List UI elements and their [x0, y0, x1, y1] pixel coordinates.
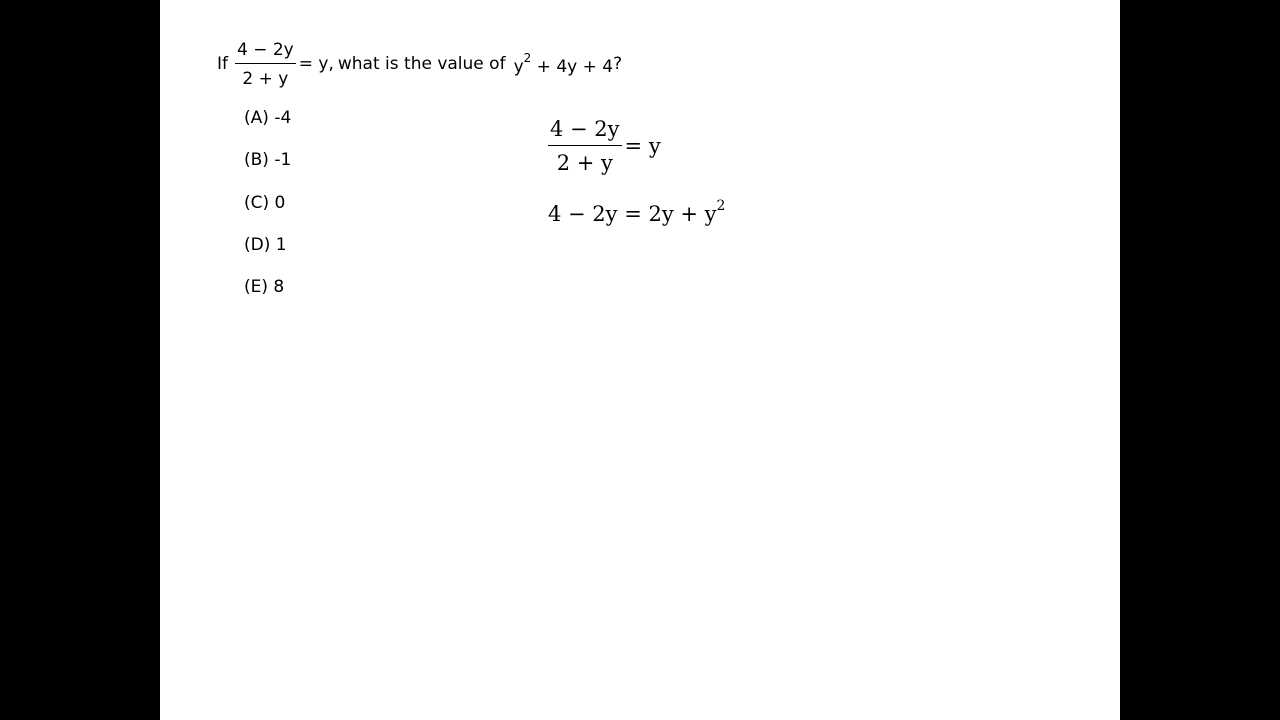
- work-step-2: [548, 198, 725, 226]
- question-line: [217, 38, 622, 90]
- document-page: [160, 0, 1120, 720]
- work-step-2-expression: 4 − 2y = 2y + y: [548, 202, 717, 226]
- work-step-1: [545, 116, 661, 176]
- choice-value: -1: [274, 150, 292, 171]
- fraction-bar: [548, 145, 622, 146]
- expression-rest: + 4y + 4: [536, 57, 614, 77]
- choice-value: 0: [274, 192, 286, 213]
- question-equals-y: = y,: [298, 54, 334, 74]
- work-step-2-exponent: 2: [716, 198, 726, 214]
- work-fraction: [548, 116, 622, 176]
- choice-d[interactable]: [244, 232, 291, 274]
- choice-value: -4: [274, 108, 292, 128]
- question-fraction-denominator: 2 + y: [242, 68, 289, 89]
- choice-value: 1: [275, 234, 287, 255]
- choice-value: 8: [273, 277, 285, 298]
- choice-a[interactable]: [244, 105, 291, 147]
- work-step-1-rhs: = y: [624, 134, 661, 158]
- work-fraction-numerator: 4 − 2y: [550, 117, 620, 141]
- choice-c[interactable]: [244, 190, 291, 232]
- choice-label: (B): [244, 150, 269, 171]
- answer-choices: [244, 105, 291, 316]
- choice-label: (E): [244, 277, 269, 298]
- choice-e[interactable]: [244, 274, 291, 316]
- choice-label: (A): [244, 108, 269, 128]
- choice-b[interactable]: [244, 147, 291, 189]
- question-fraction-numerator: 4 − 2y: [237, 39, 294, 60]
- question-fraction: [235, 39, 296, 90]
- fraction-bar: [235, 63, 296, 64]
- work-fraction-denominator: 2 + y: [556, 151, 613, 175]
- question-text: what is the value of: [337, 54, 506, 74]
- question-expression: [514, 51, 614, 77]
- choice-label: (C): [244, 192, 270, 213]
- choice-label: (D): [244, 234, 271, 255]
- expression-exponent: 2: [523, 51, 532, 65]
- expression-base: y: [513, 57, 524, 77]
- question-prefix: If: [217, 54, 228, 74]
- question-suffix: ?: [613, 54, 623, 74]
